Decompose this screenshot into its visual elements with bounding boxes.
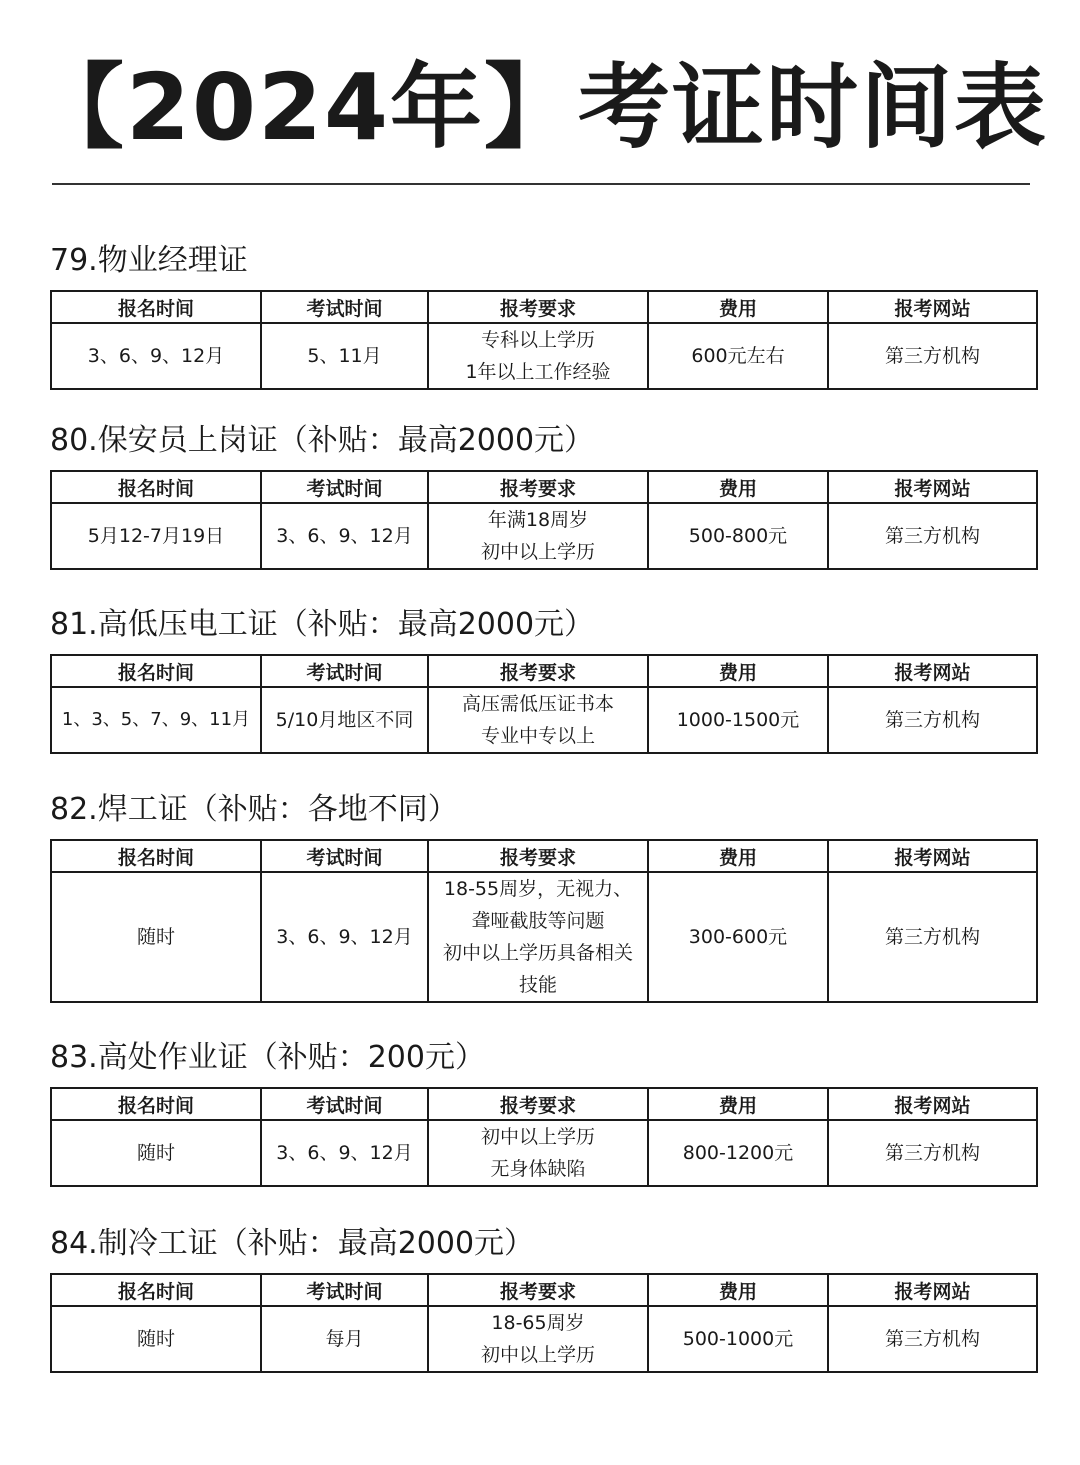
header-site: 报考网站 [828, 1088, 1037, 1120]
table-row [51, 323, 1037, 389]
header-requirements: 报考要求 [428, 655, 648, 687]
header-requirements: 报考要求 [428, 1274, 648, 1306]
exam-time-cell: 3、6、9、12月 [261, 503, 428, 569]
requirement-line: 专业中专以上 [480, 725, 595, 747]
exam-time-cell: 5/10月地区不同 [261, 687, 428, 753]
header-reg-time: 报名时间 [51, 655, 261, 687]
exam-time-cell: 5、11月 [261, 323, 428, 389]
page-title: 【2024年】考证时间表 [31, 54, 1049, 161]
header-exam-time: 考试时间 [261, 1088, 428, 1120]
section-title: 83.高处作业证（补贴：200元） [50, 1040, 485, 1075]
exam-time-cell: 3、6、9、12月 [261, 1120, 428, 1186]
section-title: 79.物业经理证 [50, 243, 248, 278]
header-exam-time: 考试时间 [261, 655, 428, 687]
table-header-row [51, 1274, 1037, 1306]
site-cell: 第三方机构 [828, 323, 1037, 389]
header-reg-time: 报名时间 [51, 1274, 261, 1306]
header-site: 报考网站 [828, 655, 1037, 687]
table-header-row [51, 291, 1037, 323]
site-cell: 第三方机构 [828, 503, 1037, 569]
section-title: 82.焊工证（补贴：各地不同） [50, 792, 458, 827]
header-reg-time: 报名时间 [51, 291, 261, 323]
requirement-line: 初中以上学历具备相关 [442, 942, 633, 964]
site-cell: 第三方机构 [828, 1120, 1037, 1186]
fee-cell: 1000-1500元 [648, 687, 828, 753]
requirement-line: 1年以上工作经验 [465, 361, 611, 383]
fee-cell: 300-600元 [648, 872, 828, 1002]
requirements-cell [428, 687, 648, 753]
header-requirements: 报考要求 [428, 840, 648, 872]
header-reg-time: 报名时间 [51, 840, 261, 872]
section-79 [50, 240, 1036, 390]
requirement-line: 技能 [518, 974, 557, 996]
reg-time-cell: 随时 [51, 1306, 261, 1372]
reg-time-cell: 1、3、5、7、9、11月 [51, 687, 261, 753]
requirement-line: 高压需低压证书本 [461, 693, 614, 715]
header-exam-time: 考试时间 [261, 471, 428, 503]
header-site: 报考网站 [828, 1274, 1037, 1306]
header-requirements: 报考要求 [428, 291, 648, 323]
requirements-cell [428, 323, 648, 389]
header-reg-time: 报名时间 [51, 471, 261, 503]
requirement-line: 聋哑截肢等问题 [471, 910, 605, 932]
section-80 [50, 420, 1036, 570]
requirements-cell [428, 503, 648, 569]
reg-time-cell: 随时 [51, 872, 261, 1002]
section-82 [50, 789, 1036, 1003]
header-fee: 费用 [648, 655, 828, 687]
fee-cell: 800-1200元 [648, 1120, 828, 1186]
header-fee: 费用 [648, 1088, 828, 1120]
requirement-line: 初中以上学历 [480, 1126, 595, 1148]
section-84 [50, 1223, 1036, 1373]
section-81 [50, 604, 1036, 754]
requirement-line: 初中以上学历 [480, 1344, 595, 1366]
site-cell: 第三方机构 [828, 1306, 1037, 1372]
fee-cell: 500-800元 [648, 503, 828, 569]
reg-time-cell: 5月12-7月19日 [51, 503, 261, 569]
table-row [51, 872, 1037, 1002]
exam-table [50, 839, 1038, 1003]
fee-cell: 500-1000元 [648, 1306, 828, 1372]
table-header-row [51, 471, 1037, 503]
reg-time-cell: 3、6、9、12月 [51, 323, 261, 389]
header-site: 报考网站 [828, 840, 1037, 872]
header-requirements: 报考要求 [428, 1088, 648, 1120]
requirements-cell [428, 1306, 648, 1372]
exam-table [50, 1087, 1038, 1187]
table-row [51, 503, 1037, 569]
section-title: 80.保安员上岗证（补贴：最高2000元） [50, 423, 595, 458]
exam-table [50, 470, 1038, 570]
site-cell: 第三方机构 [828, 872, 1037, 1002]
header-reg-time: 报名时间 [51, 1088, 261, 1120]
header-site: 报考网站 [828, 471, 1037, 503]
requirement-line: 年满18周岁 [487, 509, 589, 531]
requirements-cell [428, 872, 648, 1002]
exam-table [50, 654, 1038, 754]
reg-time-cell: 随时 [51, 1120, 261, 1186]
exam-time-cell: 3、6、9、12月 [261, 872, 428, 1002]
title-divider [52, 183, 1030, 185]
exam-table [50, 290, 1038, 390]
table-header-row [51, 840, 1037, 872]
requirement-line: 无身体缺陷 [490, 1158, 586, 1180]
requirement-line: 18-65周岁 [491, 1312, 585, 1334]
section-title: 84.制冷工证（补贴：最高2000元） [50, 1226, 535, 1261]
header-fee: 费用 [648, 1274, 828, 1306]
header-fee: 费用 [648, 840, 828, 872]
requirements-cell [428, 1120, 648, 1186]
header-exam-time: 考试时间 [261, 291, 428, 323]
section-83 [50, 1037, 1036, 1187]
table-header-row [51, 1088, 1037, 1120]
requirement-line: 18-55周岁，无视力、 [443, 878, 633, 900]
requirement-line: 专科以上学历 [480, 329, 595, 351]
section-title: 81.高低压电工证（补贴：最高2000元） [50, 607, 595, 642]
header-exam-time: 考试时间 [261, 1274, 428, 1306]
table-row [51, 687, 1037, 753]
exam-time-cell: 每月 [261, 1306, 428, 1372]
exam-table [50, 1273, 1038, 1373]
fee-cell: 600元左右 [648, 323, 828, 389]
table-row [51, 1306, 1037, 1372]
header-site: 报考网站 [828, 291, 1037, 323]
requirement-line: 初中以上学历 [480, 541, 595, 563]
table-row [51, 1120, 1037, 1186]
header-fee: 费用 [648, 471, 828, 503]
header-fee: 费用 [648, 291, 828, 323]
table-header-row [51, 655, 1037, 687]
header-requirements: 报考要求 [428, 471, 648, 503]
header-exam-time: 考试时间 [261, 840, 428, 872]
site-cell: 第三方机构 [828, 687, 1037, 753]
